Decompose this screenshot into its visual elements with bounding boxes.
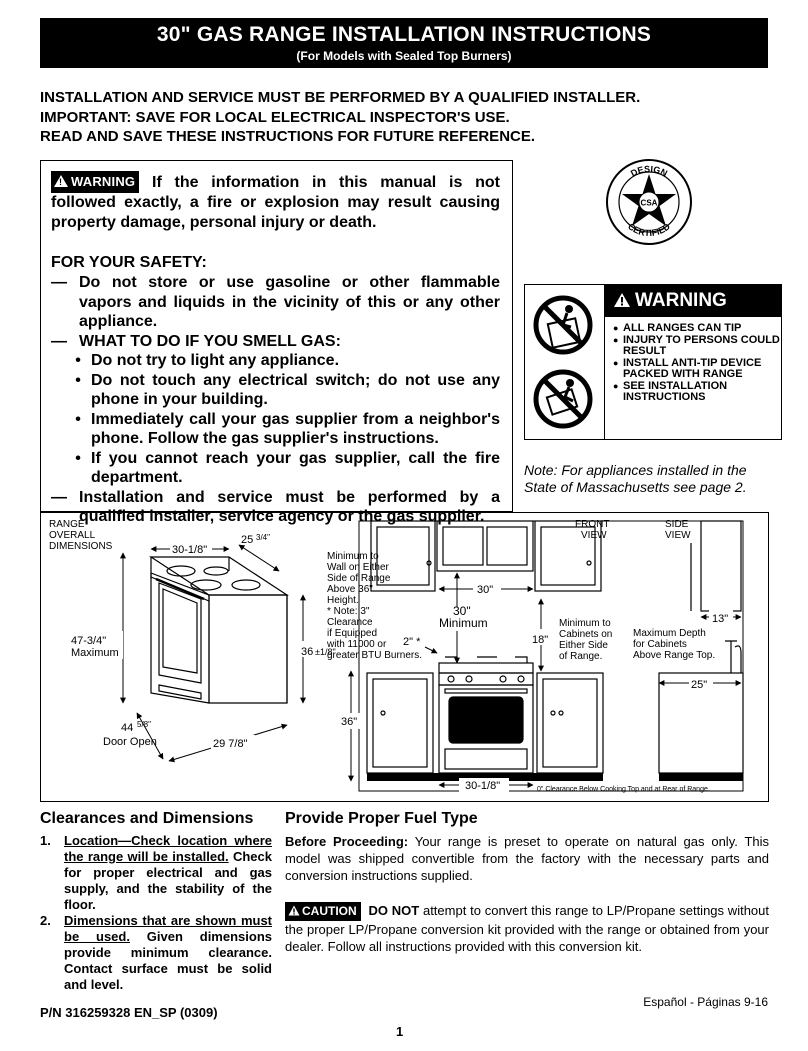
- tip-warning-item: ● INJURY TO PERSONS COULD RESULT: [613, 333, 780, 357]
- depth-fraction: 3/4": [256, 533, 270, 542]
- design-certified-seal: [605, 158, 693, 246]
- dim-18-label: 18": [532, 634, 549, 646]
- range-front-illustration: [439, 657, 533, 773]
- height-36-fraction: ±1/8": [315, 647, 336, 657]
- min-wall-note-line: Wall on Either: [327, 562, 389, 573]
- min-cabinets-note-line: Cabinets on: [559, 629, 613, 640]
- dim-2-label: 2" *: [403, 636, 421, 648]
- safety-item: • Immediately call your gas supplier from a neighbor's phone. Follow the gas supplier's instructions.: [75, 410, 500, 447]
- page-title: 30" GAS RANGE INSTALLATION INSTRUCTIONS: [156, 23, 652, 46]
- no-door-stand-icon: [536, 372, 590, 426]
- min-wall-note-line: if Equipped: [327, 628, 378, 639]
- safety-item: — WHAT TO DO IF YOU SMELL GAS:: [51, 332, 341, 350]
- dim-30-top-label: 30": [477, 584, 494, 596]
- caution-badge: CAUTION: [285, 902, 361, 921]
- dim-30-min-label: 30": [453, 604, 471, 618]
- tip-icons: [525, 285, 605, 439]
- side-view-panel: [633, 519, 743, 781]
- fuel-paragraph: Before Proceeding: Your range is preset to operate on natural gas only. This model was shipped convertible from the factory with the necessary parts and conversion instructions supplied.: [285, 834, 769, 883]
- tip-warning-item: ● INSTALL ANTI-TIP DEVICE PACKED WITH RANGE: [613, 356, 762, 380]
- max-height-label: Maximum: [71, 647, 119, 659]
- warning-text: [51, 171, 500, 233]
- upper-cabinets: [371, 521, 601, 591]
- fuel-title: Provide Proper Fuel Type: [285, 810, 478, 827]
- min-cabinets-note-line: of Range.: [559, 651, 603, 662]
- overall-dimensions-panel: [49, 519, 345, 761]
- tip-prohibition-icons: [525, 285, 605, 439]
- height-36-label: 36: [301, 646, 314, 658]
- dim-13-label: 13": [712, 613, 729, 625]
- front-view-label: VIEW: [581, 530, 607, 541]
- side-floor: [659, 773, 743, 781]
- width-label: 30-1/8": [172, 544, 208, 556]
- min-wall-note-line: Above 36": [327, 584, 373, 595]
- important-line: INSTALLATION AND SERVICE MUST BE PERFORMED BY A QUALIFIED INSTALLER.: [40, 89, 641, 106]
- min-wall-note-line: greater BTU Burners.: [327, 650, 423, 661]
- min-wall-note-line: Height.: [327, 595, 359, 606]
- clearances-title: Clearances and Dimensions: [40, 810, 254, 827]
- max-depth-note-line: for Cabinets: [633, 639, 687, 650]
- spanish-reference: Español - Páginas 9-16: [643, 995, 768, 1009]
- important-line: IMPORTANT: SAVE FOR LOCAL ELECTRICAL INSPECTOR'S USE.: [40, 108, 510, 126]
- dimension-diagram-svg: [41, 513, 770, 803]
- caution-paragraph: CAUTION DO NOT attempt to convert this range to LP/Propane settings without the proper LP/Propane conversion kit provided with the range or obtained from your dealer. Follow all instructions provided with this conversion kit.: [285, 903, 769, 954]
- side-view-label: VIEW: [665, 530, 691, 541]
- seal-center-text: CSA: [640, 198, 658, 208]
- max-height-label: 47-3/4": [71, 635, 107, 647]
- safety-item: — Installation and service must be performed by a qualified installer, service agency or the gas supplier.: [51, 488, 500, 525]
- max-depth-note-line: Above Range Top.: [633, 650, 716, 661]
- depth-label: 25: [241, 534, 254, 546]
- safety-item: • Do not touch any electrical switch; do not use any phone in your building.: [75, 371, 500, 408]
- door-open-fraction: 5/8": [137, 720, 151, 729]
- warning-badge: ! WARNING: [51, 171, 139, 193]
- seal-top-text: DESIGN: [628, 163, 670, 179]
- important-line: READ AND SAVE THESE INSTRUCTIONS FOR FUTURE REFERENCE.: [40, 128, 536, 145]
- max-depth-note-line: Maximum Depth: [633, 628, 706, 639]
- min-cabinets-note-line: Minimum to: [559, 618, 611, 629]
- clearance-note: 0" Clearance Below Cooking Top and at Rear of Range.: [537, 786, 710, 793]
- massachusetts-note: Note: For appliances installed in the State of Massachusetts see page 2.: [524, 462, 747, 495]
- tip-warning-item: ● SEE INSTALLATION INSTRUCTIONS: [613, 379, 728, 403]
- fuel-type-section: [285, 810, 769, 955]
- safety-item: • Do not try to light any appliance.: [75, 352, 340, 369]
- tip-warning-header: WARNING: [605, 285, 781, 317]
- dim-30-min-label: Minimum: [439, 616, 488, 630]
- important-notice: [40, 88, 780, 147]
- overall-label-line: DIMENSIONS: [49, 541, 113, 552]
- bottom-width-label: 30-1/8": [465, 780, 501, 792]
- side-view-label: SIDE: [665, 519, 689, 530]
- page-subtitle: (For Models with Sealed Top Burners): [296, 49, 512, 63]
- warning-triangle-icon: !: [54, 175, 68, 187]
- min-cabinets-note-line: Either Side: [559, 640, 608, 651]
- dimension-diagrams: [40, 512, 769, 802]
- front-view-label: FRONT: [575, 519, 610, 530]
- min-wall-note-line: Clearance: [327, 617, 373, 628]
- warning-message: If the information in this manual is not followed exactly, a fire or explosion may result causing property damage, personal injury or death.: [51, 174, 500, 231]
- overall-label-line: RANGE: [49, 519, 85, 530]
- seal-bottom-text: CERTIFIED: [626, 221, 672, 239]
- min-wall-note-line: * Note: 3": [327, 606, 370, 617]
- title-bar: [40, 18, 768, 68]
- depth-29-label: 29 7/8": [213, 738, 248, 750]
- tip-warning-box: [524, 284, 782, 440]
- tip-warning-item: ● ALL RANGES CAN TIP: [613, 322, 742, 334]
- clearance-item: 1. Location—Check location where the range will be installed. Check for proper electrical and gas supply, and the stability of the floor.: [40, 833, 272, 912]
- dim-25-side-label: 25": [691, 679, 708, 691]
- min-wall-note-line: Minimum to: [327, 551, 379, 562]
- range-illustration: [151, 557, 287, 703]
- part-number: P/N 316259328 EN_SP (0309): [40, 1005, 218, 1020]
- door-open-label: Door Open: [103, 736, 157, 748]
- page-number: 1: [396, 1024, 404, 1039]
- overall-label-line: OVERALL: [49, 530, 96, 541]
- safety-title: FOR YOUR SAFETY:: [51, 254, 207, 271]
- clearance-item: 2. Dimensions that are shown must be used. Given dimensions provide minimum clearance. Contact surface must be solid and level.: [40, 913, 272, 992]
- warning-triangle-icon: [613, 292, 631, 308]
- min-wall-note-line: Side of Range: [327, 573, 391, 584]
- safety-item: • If you cannot reach your gas supplier, call the fire department.: [75, 449, 500, 486]
- caution-triangle-icon: [288, 905, 300, 916]
- min-wall-note-line: with 11000 or: [327, 639, 387, 650]
- safety-item: — Do not store or use gasoline or other flammable vapors and liquids in the vicinity of this or any other appliance.: [51, 274, 500, 330]
- no-climbing-icon: [536, 298, 590, 352]
- dim-36-front-label: 36": [341, 716, 358, 728]
- clearances-section: [40, 810, 272, 993]
- door-open-label: 44: [121, 722, 134, 734]
